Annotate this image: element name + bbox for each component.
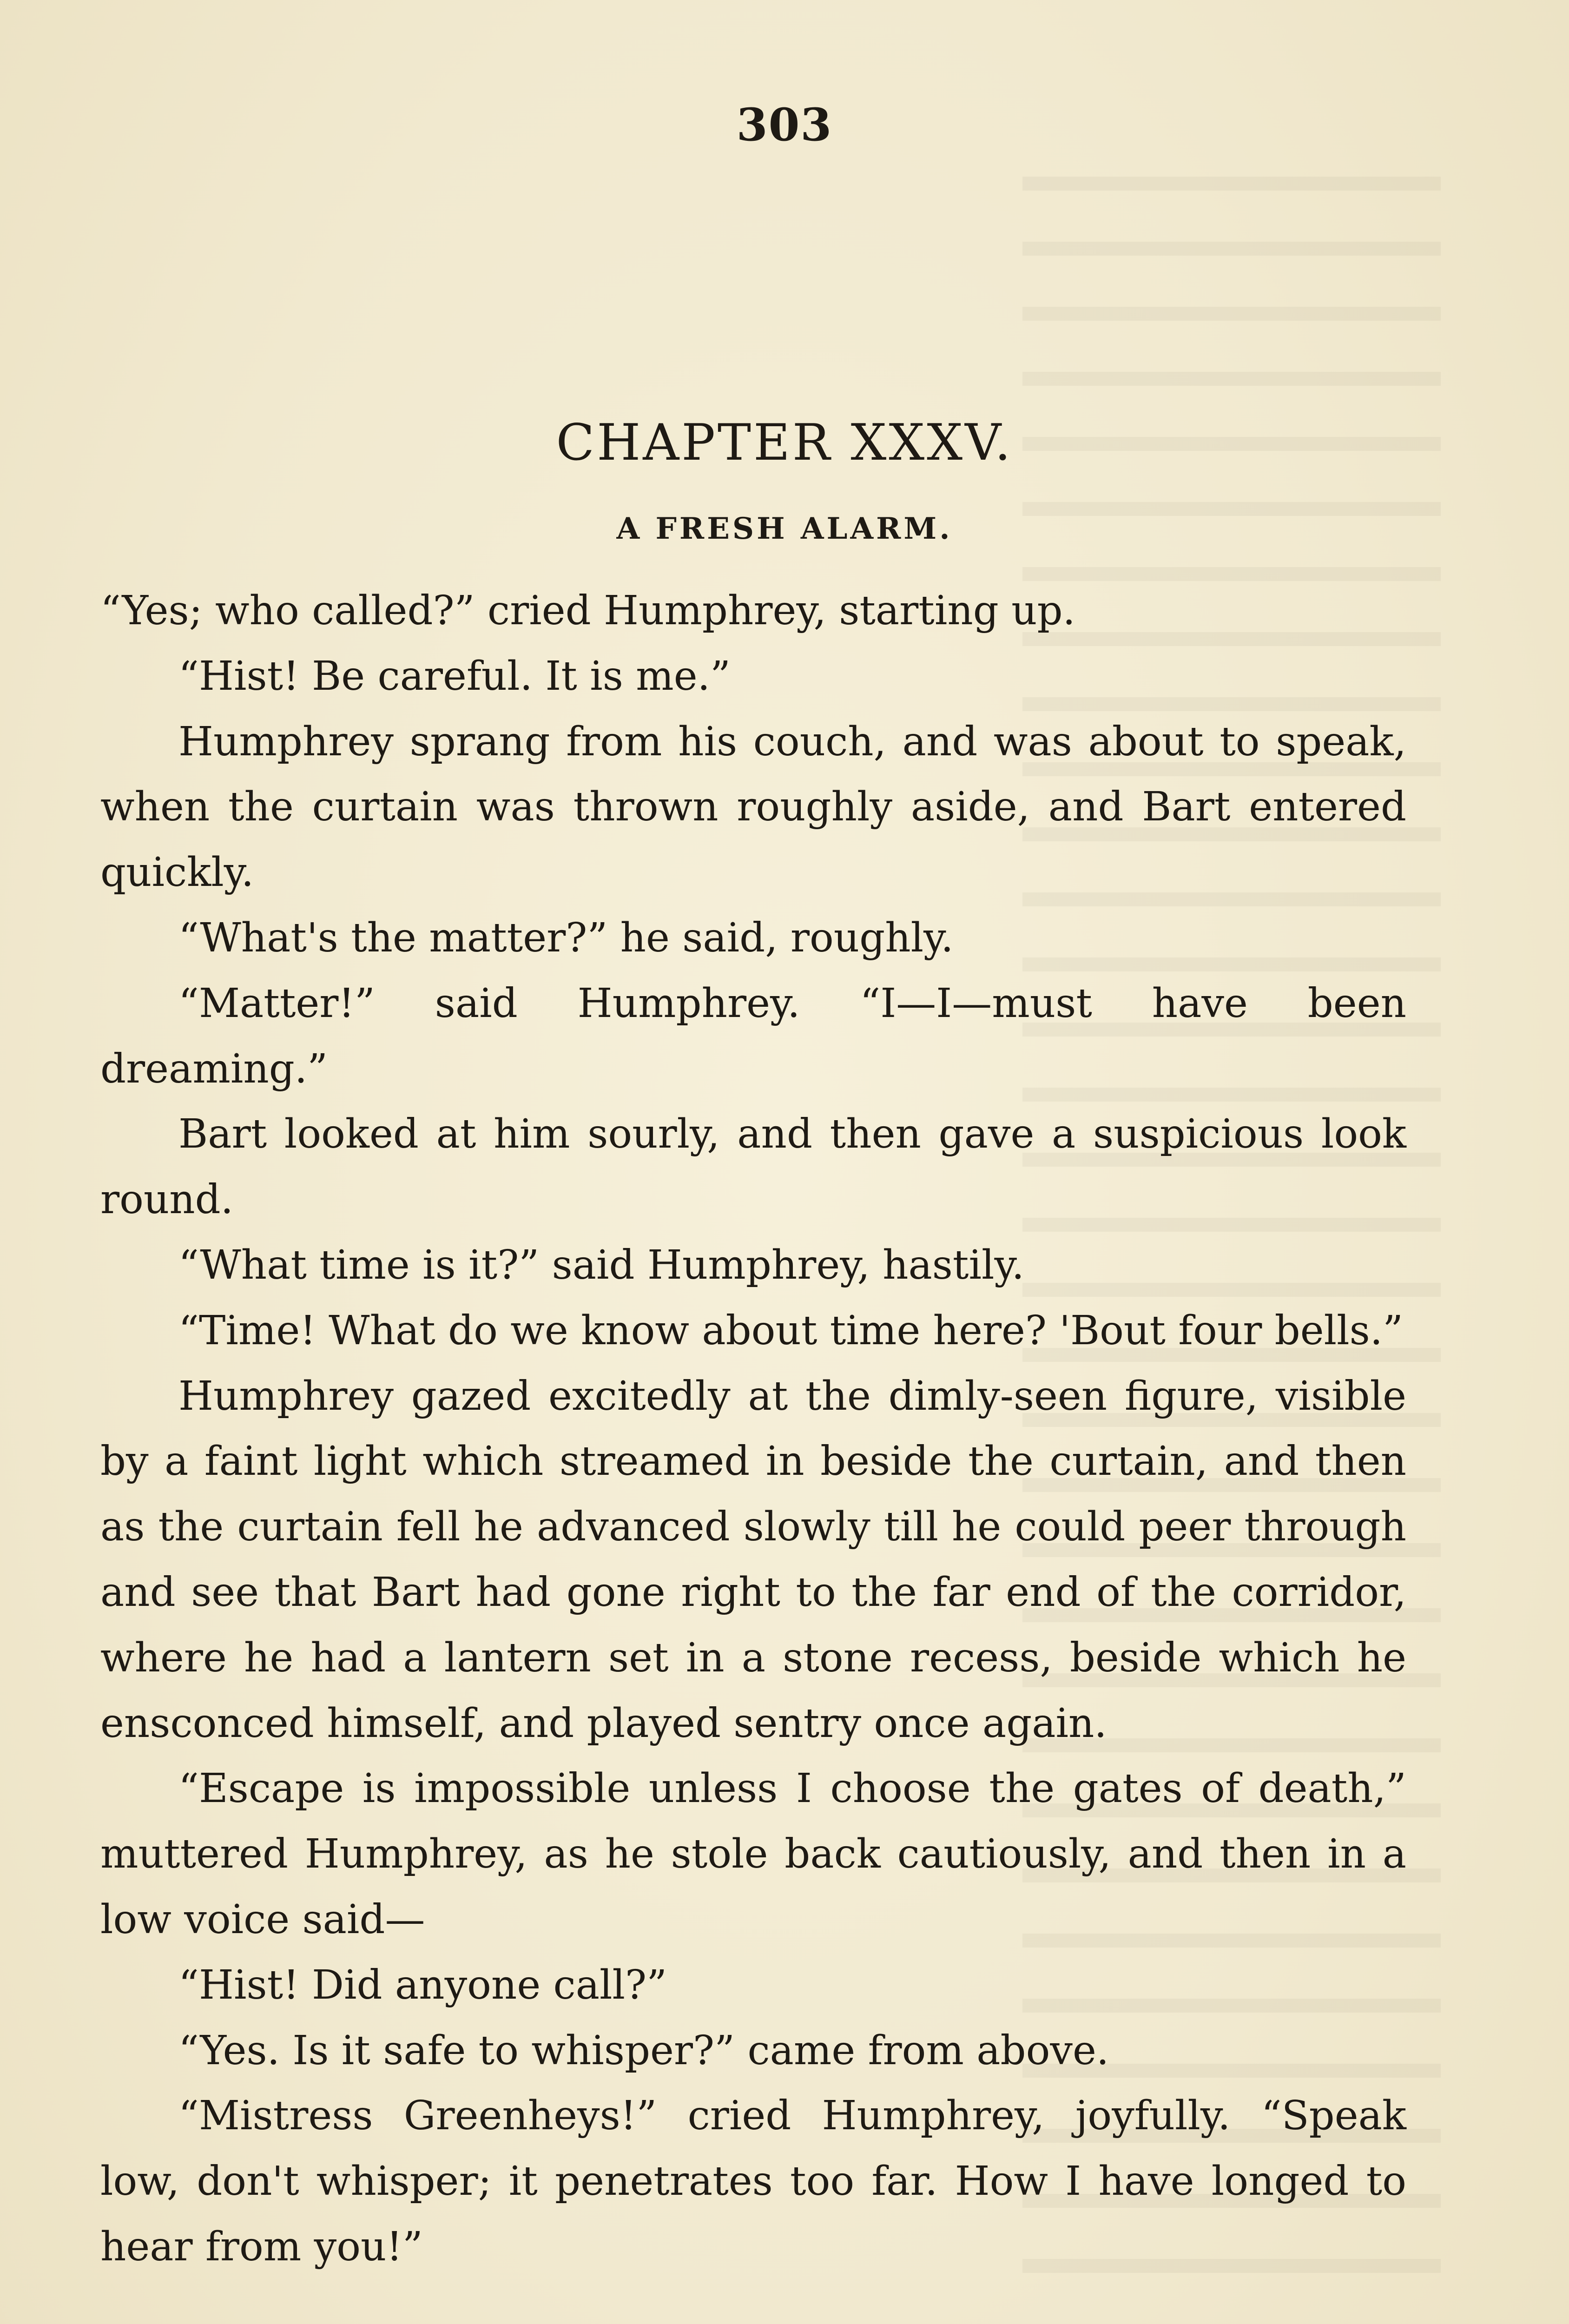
paragraph: “Escape is impossible unless I choose the gates of death,” muttered Humphrey, as he stole back cautiously, and then in a low voice said—: [100, 1765, 1406, 1943]
paragraph: Humphrey gazed excitedly at the dimly-seen figure, visible by a faint light which streamed in beside the curtain, and then as the curtain fell he advanced slowly till he could peer through and see that Bart had gone right to the far end of the corridor, where he had a lantern set in a stone recess, beside which he ensconced himself, and played sentry once again.: [100, 1373, 1406, 1747]
paragraph: “Hist! Did anyone call?”: [178, 1961, 667, 2008]
paragraph: “Yes. Is it safe to whisper?” came from above.: [178, 2027, 1109, 2074]
chapter-title: CHAPTER XXXV.: [556, 414, 1013, 472]
paragraph: “Yes; who called?” cried Humphrey, starting up.: [100, 588, 1075, 634]
paragraph: “What's the matter?” he said, roughly.: [178, 914, 954, 961]
paragraph: “What time is it?” said Humphrey, hastily.: [178, 1241, 1024, 1288]
page-number: 303: [736, 99, 833, 151]
paragraph: “Matter!” said Humphrey. “I—I—must have been dreaming.”: [100, 980, 1406, 1092]
chapter-text: [100, 578, 1406, 2280]
paragraph: “Hist! Be careful. It is me.”: [178, 653, 731, 700]
paragraph: “Time! What do we know about time here? 'Bout four bells.”: [178, 1307, 1404, 1354]
paragraph: Bart looked at him sourly, and then gave a suspicious look round.: [100, 1111, 1406, 1223]
paragraph: “Mistress Greenheys!” cried Humphrey, joyfully. “Speak low, don't whisper; it penetrates too far. How I have longed to hear from you!”: [100, 2093, 1406, 2270]
paragraph: Humphrey sprang from his couch, and was about to speak, when the curtain was thrown roughly aside, and Bart entered quickly.: [100, 718, 1406, 896]
chapter-subtitle: A FRESH ALARM.: [616, 511, 953, 546]
